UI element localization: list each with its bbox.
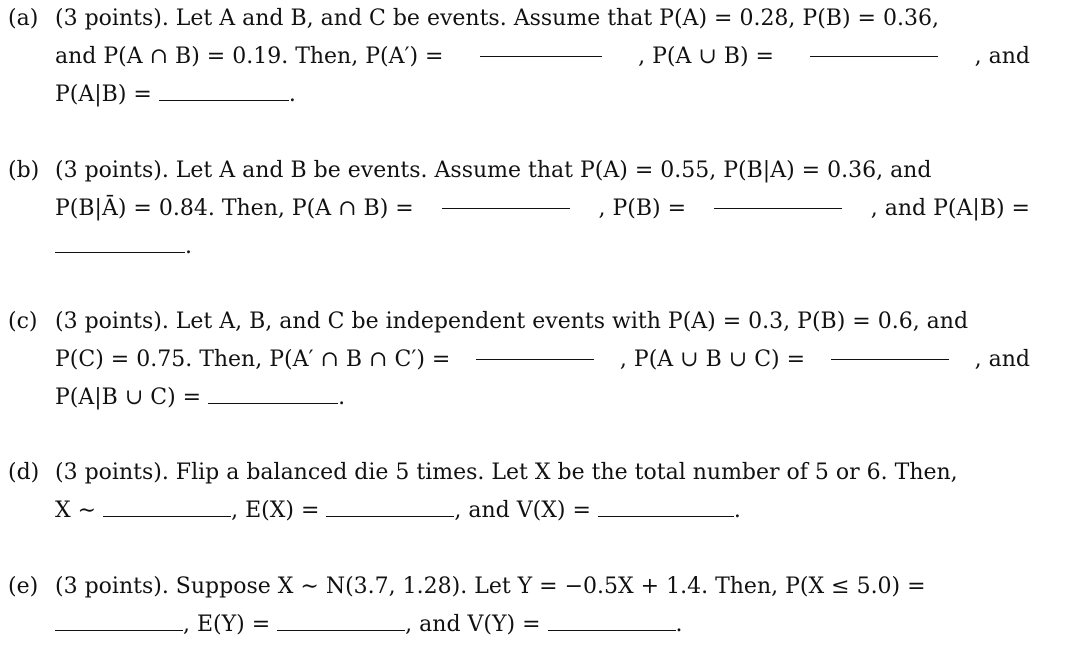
answer-blank[interactable] (277, 612, 405, 631)
text-segment: . (185, 234, 192, 259)
problem-label: (b) (8, 158, 40, 183)
text-segment: , and V(Y) = (405, 612, 541, 637)
text-segment: P(B|Ā) = 0.84. Then, P(A ∩ B) = (55, 196, 414, 221)
text-segment: P(A|B ∪ C) = (55, 385, 202, 410)
text-segment: , P(A ∪ B) = (638, 44, 774, 69)
text-segment: , and (974, 44, 1030, 69)
answer-blank[interactable] (831, 341, 949, 360)
problem-text-line: (3 points). Suppose X ∼ N(3.7, 1.28). Let Y = −0.5X + 1.4. Then, P(X ≤ 5.0) = (55, 574, 926, 599)
text-segment: . (338, 385, 346, 410)
text-segment: . (733, 498, 741, 523)
answer-blank[interactable] (548, 612, 676, 631)
answer-blank[interactable] (714, 190, 842, 209)
text-segment: X ∼ (55, 498, 97, 523)
problem-text-line (55, 38, 1030, 76)
text-segment: , P(B) = (598, 196, 687, 221)
problem-text-line (55, 228, 192, 266)
problem-label: (e) (8, 574, 39, 599)
text-segment: , and (974, 347, 1030, 372)
answer-blank[interactable] (810, 38, 938, 57)
answer-blank[interactable] (442, 190, 570, 209)
text-segment: . (675, 612, 683, 637)
text-segment: and P(A ∩ B) = 0.19. Then, P(A′) = (55, 44, 444, 69)
problem-text-line: (3 points). Let A, B, and C be independent events with P(A) = 0.3, P(B) = 0.6, and (55, 309, 969, 334)
answer-blank[interactable] (480, 38, 602, 57)
problem-label: (a) (8, 6, 39, 31)
problem-label: (c) (8, 309, 38, 334)
problem-text-line (55, 190, 1030, 228)
answer-blank[interactable] (159, 82, 289, 101)
answer-blank[interactable] (326, 498, 454, 517)
answer-blank[interactable] (476, 341, 594, 360)
problem-text-line: (3 points). Let A and B be events. Assume that P(A) = 0.55, P(B|A) = 0.36, and (55, 158, 932, 183)
answer-blank[interactable] (598, 498, 734, 517)
problem-text-line (55, 76, 296, 114)
text-segment: . (288, 82, 296, 107)
answer-blank[interactable] (103, 498, 231, 517)
text-segment: , E(X) = (231, 498, 320, 523)
text-segment: , P(A ∪ B ∪ C) = (619, 347, 806, 372)
problem-text-line (55, 492, 741, 530)
problem-text-line (55, 606, 683, 644)
text-segment: P(A|B) = (55, 82, 152, 107)
problem-label: (d) (8, 460, 40, 485)
answer-blank[interactable] (208, 385, 338, 404)
problem-text-line: (3 points). Flip a balanced die 5 times. Let X be the total number of 5 or 6. Then, (55, 460, 958, 485)
problem-text-line: (3 points). Let A and B, and C be events. Assume that P(A) = 0.28, P(B) = 0.36, (55, 6, 939, 31)
answer-blank[interactable] (55, 612, 183, 631)
text-segment: , and V(X) = (454, 498, 591, 523)
text-segment: P(C) = 0.75. Then, P(A′ ∩ B ∩ C′) = (55, 347, 451, 372)
answer-blank[interactable] (55, 234, 185, 253)
text-segment: , and P(A|B) = (870, 196, 1030, 221)
text-segment: , E(Y) = (183, 612, 271, 637)
problem-text-line (55, 379, 345, 417)
problem-text-line (55, 341, 1030, 379)
